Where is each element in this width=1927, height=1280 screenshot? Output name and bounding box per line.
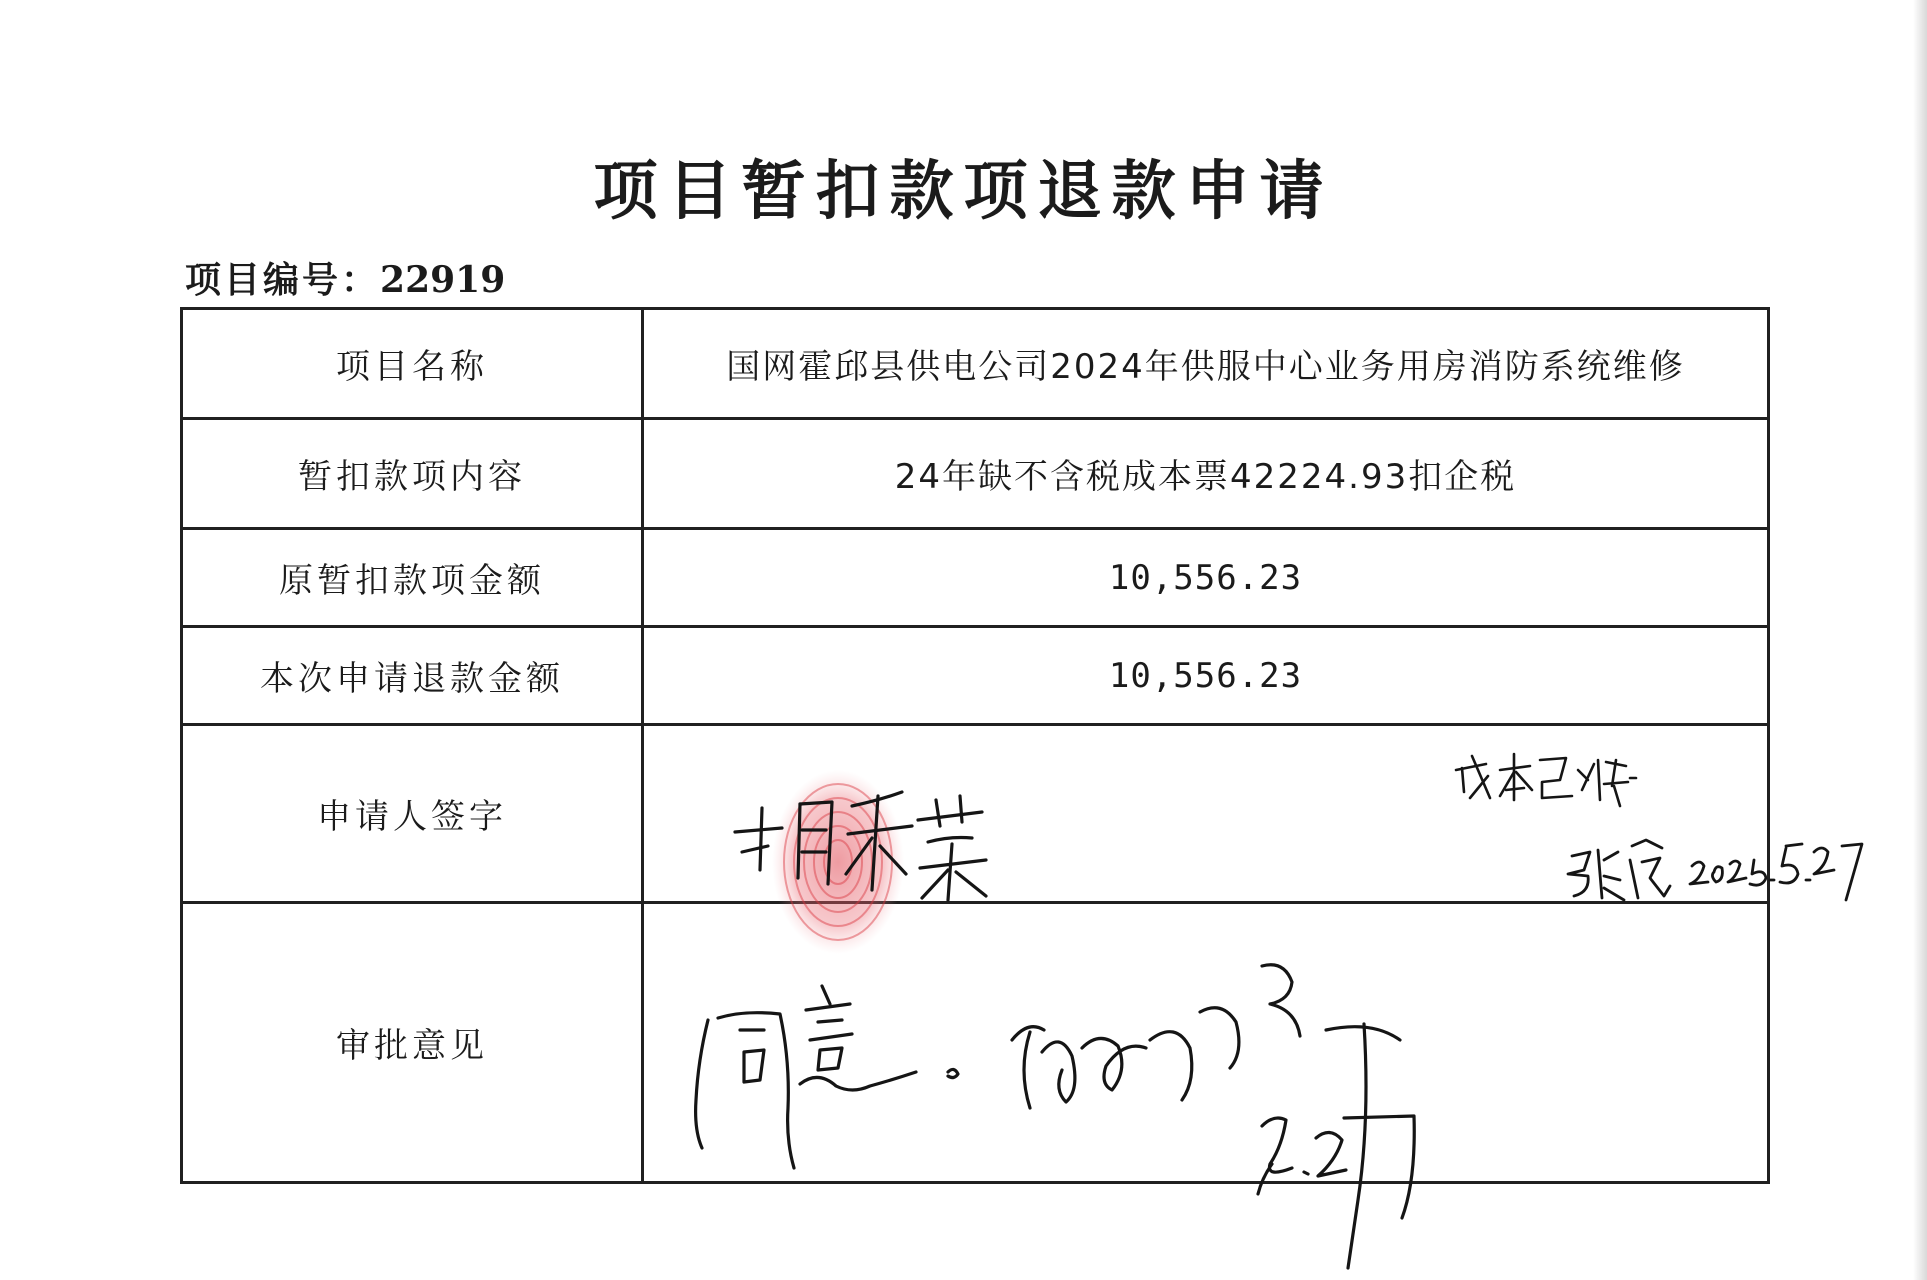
form-row-withheld-content bbox=[182, 419, 1769, 529]
form-row-approval-opinion bbox=[182, 903, 1769, 1183]
row-value-applicant-signature bbox=[643, 725, 1769, 903]
form-row-project-name bbox=[182, 309, 1769, 419]
form-row-applicant-signature bbox=[182, 725, 1769, 903]
row-label: 原暂扣款项金额 bbox=[182, 529, 643, 627]
row-value-withheld-content: 24年缺不含税成本票42224.93扣企税 bbox=[643, 419, 1769, 529]
row-label: 本次申请退款金额 bbox=[182, 627, 643, 725]
form-row-refund-amount bbox=[182, 627, 1769, 725]
row-label: 审批意见 bbox=[182, 903, 643, 1183]
row-label: 暂扣款项内容 bbox=[182, 419, 643, 529]
refund-application-form bbox=[180, 307, 1770, 1184]
row-label: 项目名称 bbox=[182, 309, 643, 419]
row-label: 申请人签字 bbox=[182, 725, 643, 903]
row-value-original-amount: 10,556.23 bbox=[643, 529, 1769, 627]
project-number-line bbox=[185, 252, 505, 303]
row-value-approval-opinion bbox=[643, 903, 1769, 1183]
project-number-value: 22919 bbox=[380, 259, 506, 301]
form-row-original-amount bbox=[182, 529, 1769, 627]
document-title: 项目暂扣款项退款申请 bbox=[593, 155, 1334, 229]
project-number-label: 项目编号： bbox=[185, 260, 381, 301]
row-value-project-name: 国网霍邱县供电公司2024年供服中心业务用房消防系统维修 bbox=[643, 309, 1769, 419]
row-value-refund-amount: 10,556.23 bbox=[643, 627, 1769, 725]
